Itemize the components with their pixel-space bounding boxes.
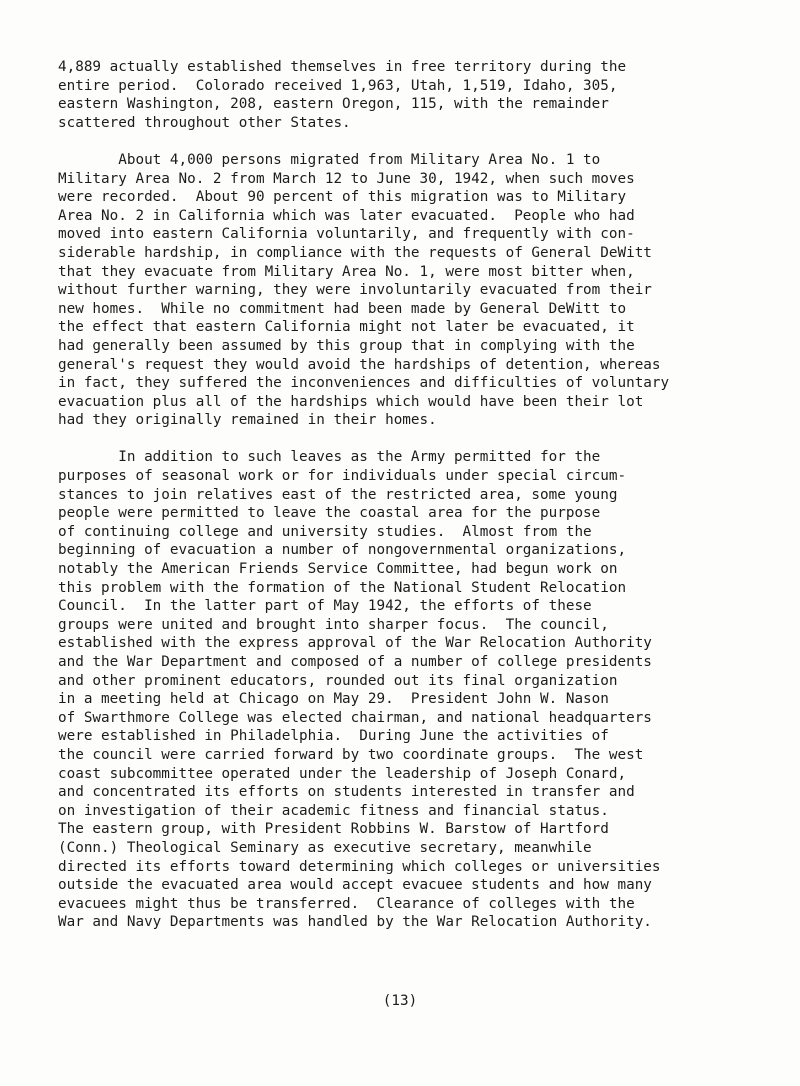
text-line: moved into eastern California voluntarily, and frequently with con- bbox=[58, 226, 635, 243]
text-line: outside the evacuated area would accept evacuee students and how many bbox=[58, 877, 652, 894]
text-line: (Conn.) Theological Seminary as executive secretary, meanwhile bbox=[58, 839, 592, 856]
text-line: that they evacuate from Military Area No. 1, were most bitter when, bbox=[58, 263, 635, 280]
text-line: purposes of seasonal work or for individuals under special circum- bbox=[58, 468, 627, 485]
text-line: groups were united and brought into sharper focus. The council, bbox=[58, 616, 609, 633]
text-line: and concentrated its efforts on students interested in transfer and bbox=[58, 784, 635, 801]
paragraph-student-relocation bbox=[58, 448, 758, 931]
text-line: without further warning, they were involuntarily evacuated from their bbox=[58, 282, 652, 299]
text-line: new homes. While no commitment had been made by General DeWitt to bbox=[58, 300, 627, 317]
text-line: and other prominent educators, rounded out its final organization bbox=[58, 672, 618, 689]
text-line: the effect that eastern California might not later be evacuated, it bbox=[58, 319, 635, 336]
text-line: and the War Department and composed of a number of college presidents bbox=[58, 654, 652, 670]
text-line: 4,889 actually established themselves in free territory during the bbox=[58, 59, 627, 75]
text-line: In addition to such leaves as the Army permitted for the bbox=[58, 449, 601, 466]
text-line: scattered throughout other States. bbox=[58, 114, 351, 131]
text-line: the council were carried forward by two coordinate groups. The west bbox=[58, 746, 644, 763]
text-line: in fact, they suffered the inconveniences and difficulties of voluntary bbox=[58, 375, 670, 392]
text-line: evacuation plus all of the hardships which would have been their lot bbox=[58, 393, 644, 410]
text-line: War and Navy Departments was handled by the War Relocation Authority. bbox=[58, 914, 652, 931]
text-line: notably the American Friends Service Committee, had begun work on bbox=[58, 561, 618, 578]
paragraph-military-area-migration bbox=[58, 151, 758, 430]
text-line: evacuees might thus be transferred. Clearance of colleges with the bbox=[58, 895, 635, 912]
body-text bbox=[58, 58, 758, 932]
text-line: coast subcommittee operated under the leadership of Joseph Conard, bbox=[58, 765, 627, 782]
text-line: The eastern group, with President Robbins W. Barstow of Hartford bbox=[58, 821, 609, 838]
text-line: were established in Philadelphia. During June the activities of bbox=[58, 728, 609, 745]
text-line: beginning of evacuation a number of nongovernmental organizations, bbox=[58, 542, 627, 559]
text-line: entire period. Colorado received 1,963, Utah, 1,519, Idaho, 305, bbox=[58, 77, 618, 94]
text-line: stances to join relatives east of the restricted area, some young bbox=[58, 486, 618, 503]
paragraph-state-resettlement bbox=[58, 58, 758, 132]
text-line: in a meeting held at Chicago on May 29. President John W. Nason bbox=[58, 691, 609, 708]
text-line: Military Area No. 2 from March 12 to June 30, 1942, when such moves bbox=[58, 170, 635, 187]
text-line: siderable hardship, in compliance with the requests of General DeWitt bbox=[58, 244, 652, 261]
text-line: had generally been assumed by this group that in complying with the bbox=[58, 337, 635, 354]
text-line: this problem with the formation of the National Student Relocation bbox=[58, 579, 627, 596]
text-line: had they originally remained in their homes. bbox=[58, 412, 437, 429]
text-line: were recorded. About 90 percent of this migration was to Military bbox=[58, 189, 627, 206]
text-line: on investigation of their academic fitness and financial status. bbox=[58, 802, 609, 819]
text-line: of continuing college and university studies. Almost from the bbox=[58, 523, 592, 540]
page-number: (13) bbox=[382, 993, 418, 1009]
text-line: people were permitted to leave the coastal area for the purpose bbox=[58, 505, 601, 522]
text-line: Council. In the latter part of May 1942, the efforts of these bbox=[58, 598, 592, 615]
text-line: Area No. 2 in California which was later evacuated. People who had bbox=[58, 207, 635, 224]
text-line: directed its efforts toward determining which colleges or universities bbox=[58, 858, 661, 875]
text-line: About 4,000 persons migrated from Military Area No. 1 to bbox=[58, 151, 601, 168]
text-line: eastern Washington, 208, eastern Oregon, 115, with the remainder bbox=[58, 96, 609, 113]
text-line: of Swarthmore College was elected chairman, and national headquarters bbox=[58, 709, 652, 726]
text-line: general's request they would avoid the hardships of detention, whereas bbox=[58, 356, 661, 373]
text-line: established with the express approval of the War Relocation Authority bbox=[58, 635, 652, 652]
